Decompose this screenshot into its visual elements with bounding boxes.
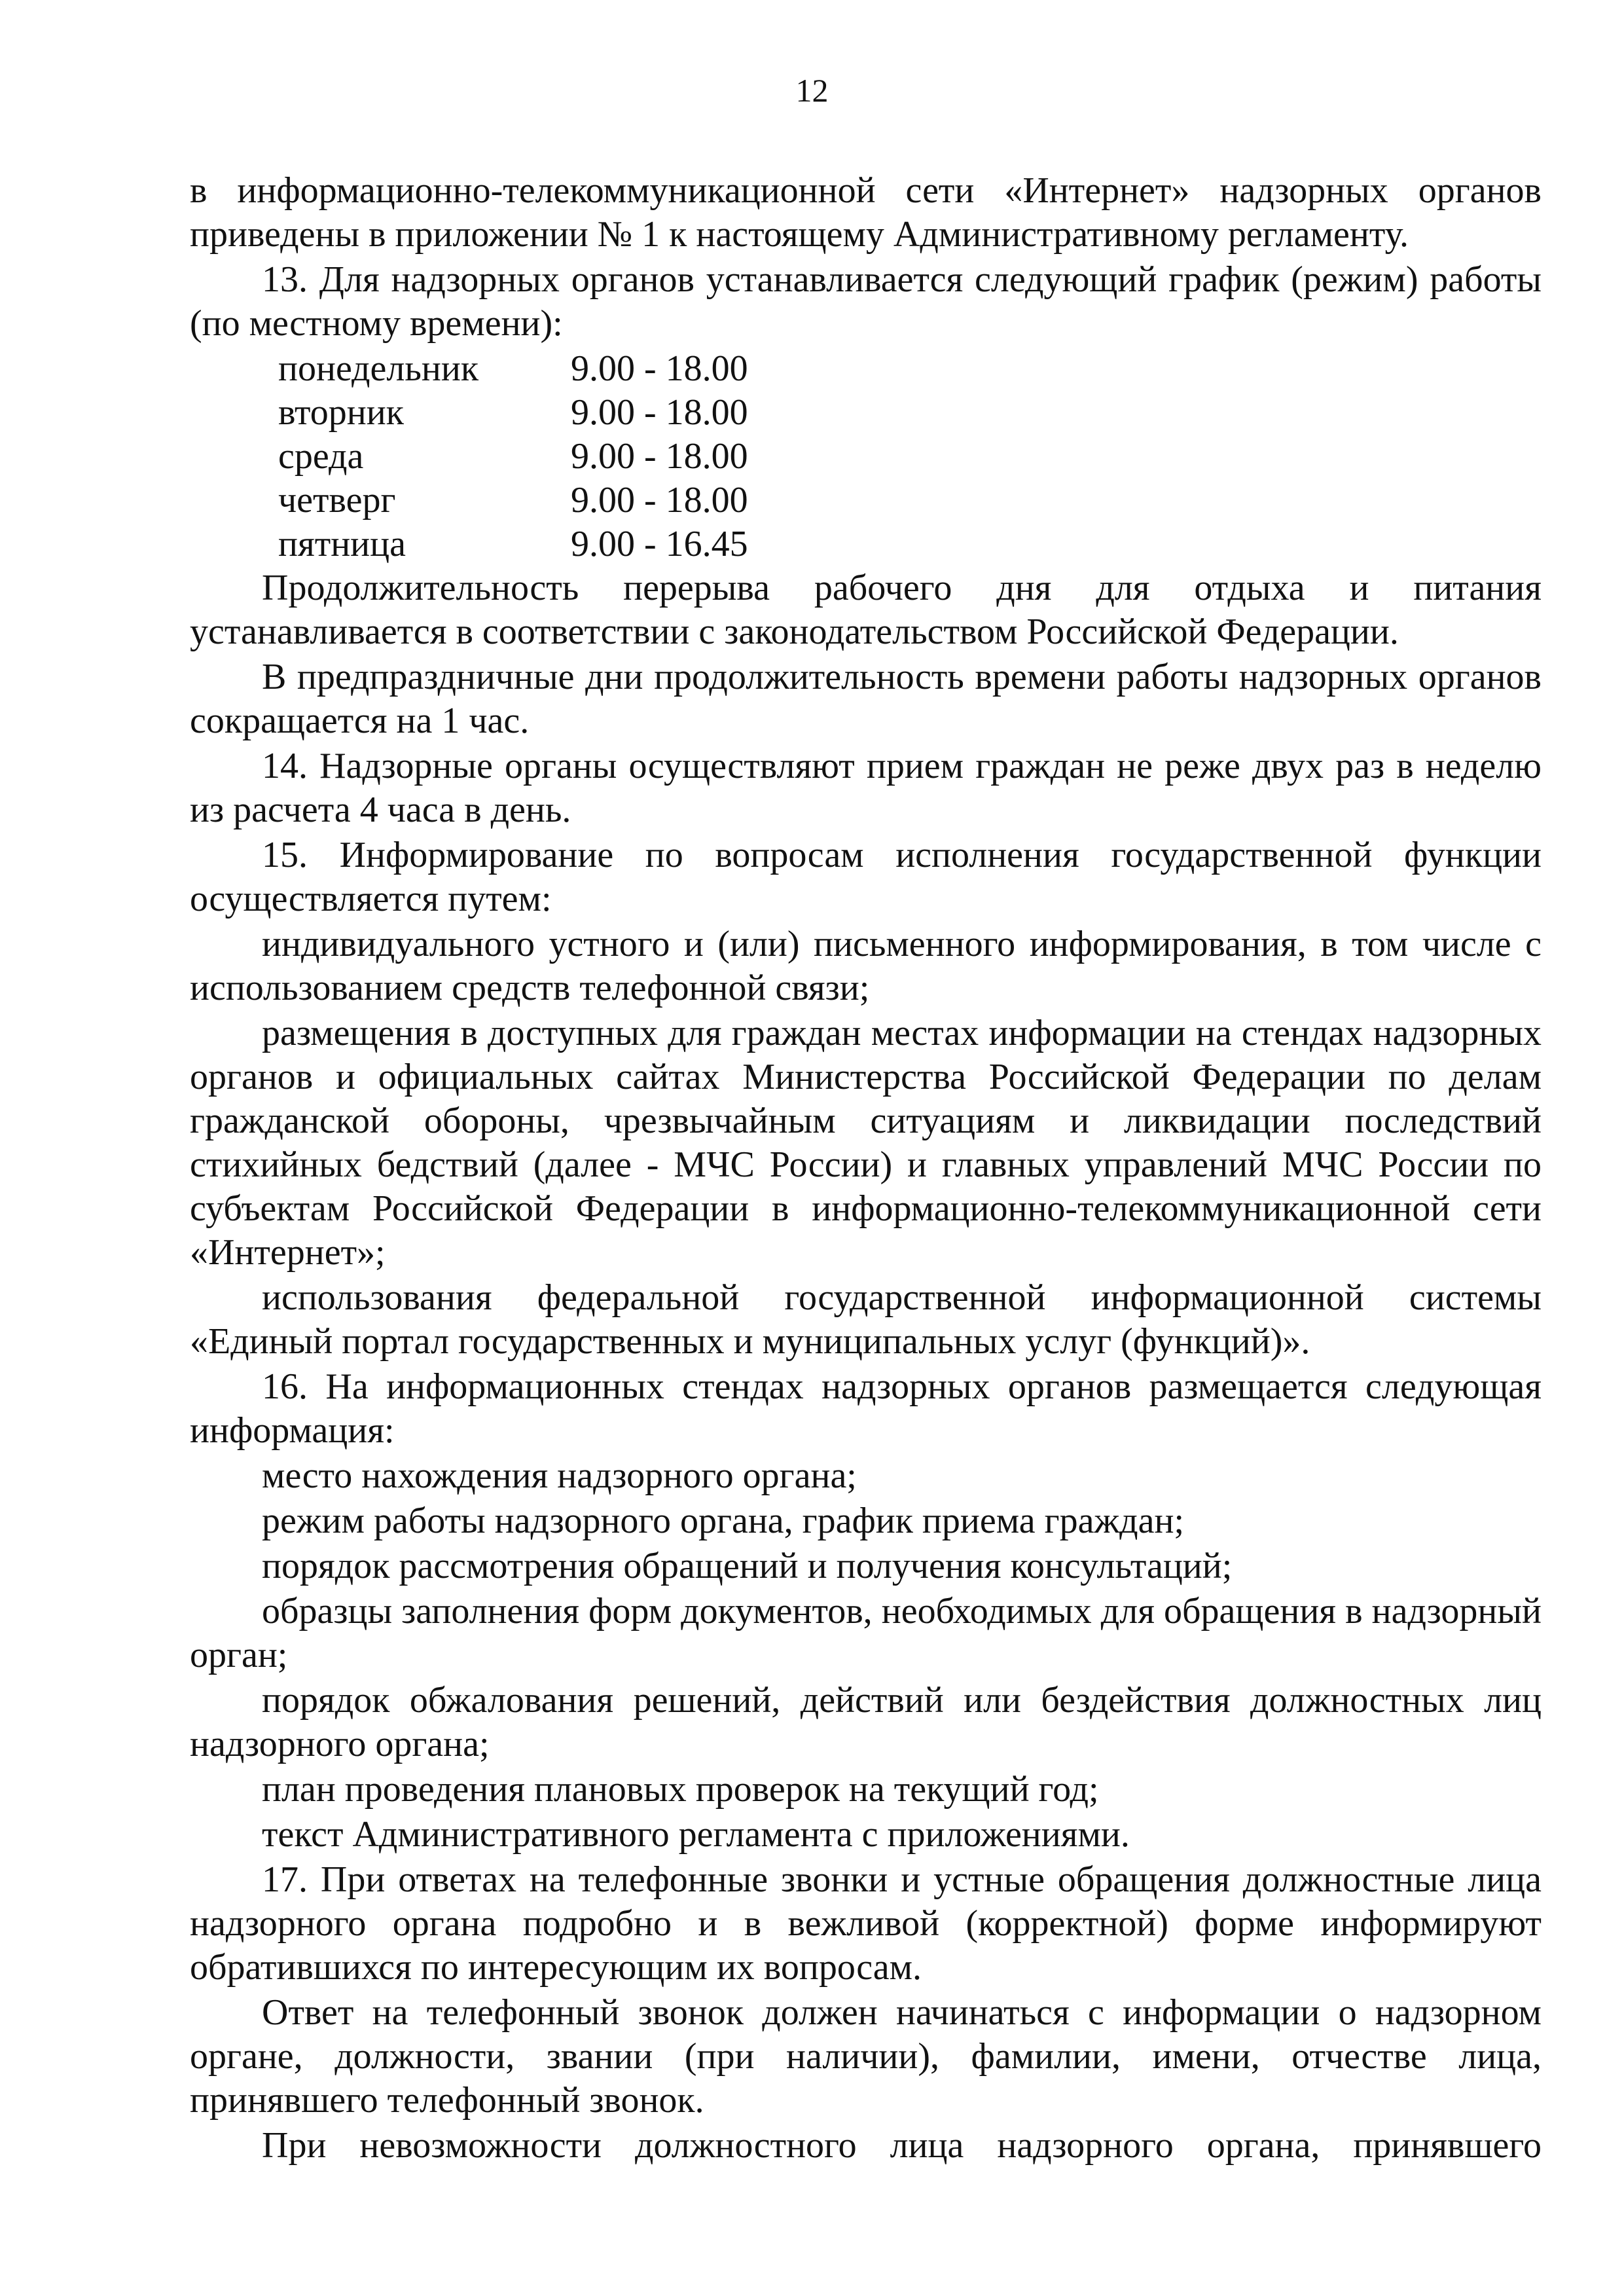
schedule-hours: 9.00 - 16.45 (571, 524, 748, 564)
paragraph-break-duration: Продолжительность перерыва рабочего дня для отдыха и питания устанавливается в соответствии с законодательством Российской Федерации. (190, 568, 1542, 652)
schedule-row (278, 522, 1542, 566)
paragraph-16: 16. На информационных стендах надзорных органов размещается следующая информация: (190, 1366, 1542, 1451)
schedule-day: пятница (278, 524, 406, 564)
work-schedule (278, 347, 1542, 566)
schedule-day: среда (278, 436, 364, 477)
paragraph-16-item-d: образцы заполнения форм документов, необходимых для обращения в надзорный орган; (190, 1591, 1542, 1675)
page-number: 12 (795, 72, 829, 109)
schedule-row (278, 435, 1542, 479)
paragraph-14: 14. Надзорные органы осуществляют прием граждан не реже двух раз в неделю из расчета 4 часа в день. (190, 746, 1542, 830)
schedule-row (278, 479, 1542, 522)
paragraph-15-item-c: использования федеральной государственной информационной системы «Единый портал государственных и муниципальных услуг (функций)». (190, 1277, 1542, 1362)
paragraph-16-item-e: порядок обжалования решений, действий или бездействия должностных лиц надзорного органа; (190, 1680, 1542, 1764)
paragraph-preholiday: В предпраздничные дни продолжительность времени работы надзорных органов сокращается на 1 час. (190, 657, 1542, 741)
document-body (190, 169, 1542, 2169)
paragraph-16-item-c: порядок рассмотрения обращений и получения консультаций; (262, 1546, 1233, 1586)
schedule-hours: 9.00 - 18.00 (571, 436, 748, 477)
schedule-hours: 9.00 - 18.00 (571, 348, 748, 389)
schedule-hours: 9.00 - 18.00 (571, 480, 748, 520)
paragraph-15: 15. Информирование по вопросам исполнения государственной функции осуществляется путем: (190, 835, 1542, 919)
schedule-day: понедельник (278, 348, 479, 389)
paragraph-16-item-f: план проведения плановых проверок на текущий год; (262, 1769, 1099, 1810)
schedule-row (278, 391, 1542, 435)
paragraph-17-impossibility: При невозможности должностного лица надзорного органа, принявшего (262, 2125, 1542, 2166)
schedule-day: вторник (278, 392, 404, 433)
paragraph-intro: в информационно-телекоммуникационной сети «Интернет» надзорных органов приведены в приложении № 1 к настоящему Административному регламенту. (190, 170, 1542, 255)
schedule-day: четверг (278, 480, 396, 520)
paragraph-15-item-b: размещения в доступных для граждан местах информации на стендах надзорных органов и официальных сайтах Министерства Российской Федерации по делам гражданской обороны, чрезвычайным ситуациям и ликвидации последствий стихийных бедствий (далее - МЧС России) и главных управлений МЧС России по субъектам Российской Федерации в информационно-телекоммуникационной сети «Интернет»; (190, 1013, 1542, 1273)
paragraph-17: 17. При ответах на телефонные звонки и устные обращения должностные лица надзорного органа подробно и в вежливой (корректной) форме информируют обратившихся по интересующим их вопросам. (190, 1859, 1542, 1988)
paragraph-17-phone-answer: Ответ на телефонный звонок должен начинаться с информации о надзорном органе, должности, звании (при наличии), фамилии, имени, отчестве лица, принявшего телефонный звонок. (190, 1992, 1542, 2121)
paragraph-15-item-a: индивидуального устного и (или) письменного информирования, в том числе с использованием средств телефонной связи; (190, 924, 1542, 1008)
schedule-row (278, 347, 1542, 391)
paragraph-16-item-g: текст Административного регламента с приложениями. (262, 1814, 1130, 1855)
paragraph-13: 13. Для надзорных органов устанавливается следующий график (режим) работы (по местному времени): (190, 259, 1542, 344)
paragraph-16-item-b: режим работы надзорного органа, график приема граждан; (262, 1501, 1185, 1541)
paragraph-16-item-a: место нахождения надзорного органа; (262, 1455, 857, 1496)
schedule-hours: 9.00 - 18.00 (571, 392, 748, 433)
